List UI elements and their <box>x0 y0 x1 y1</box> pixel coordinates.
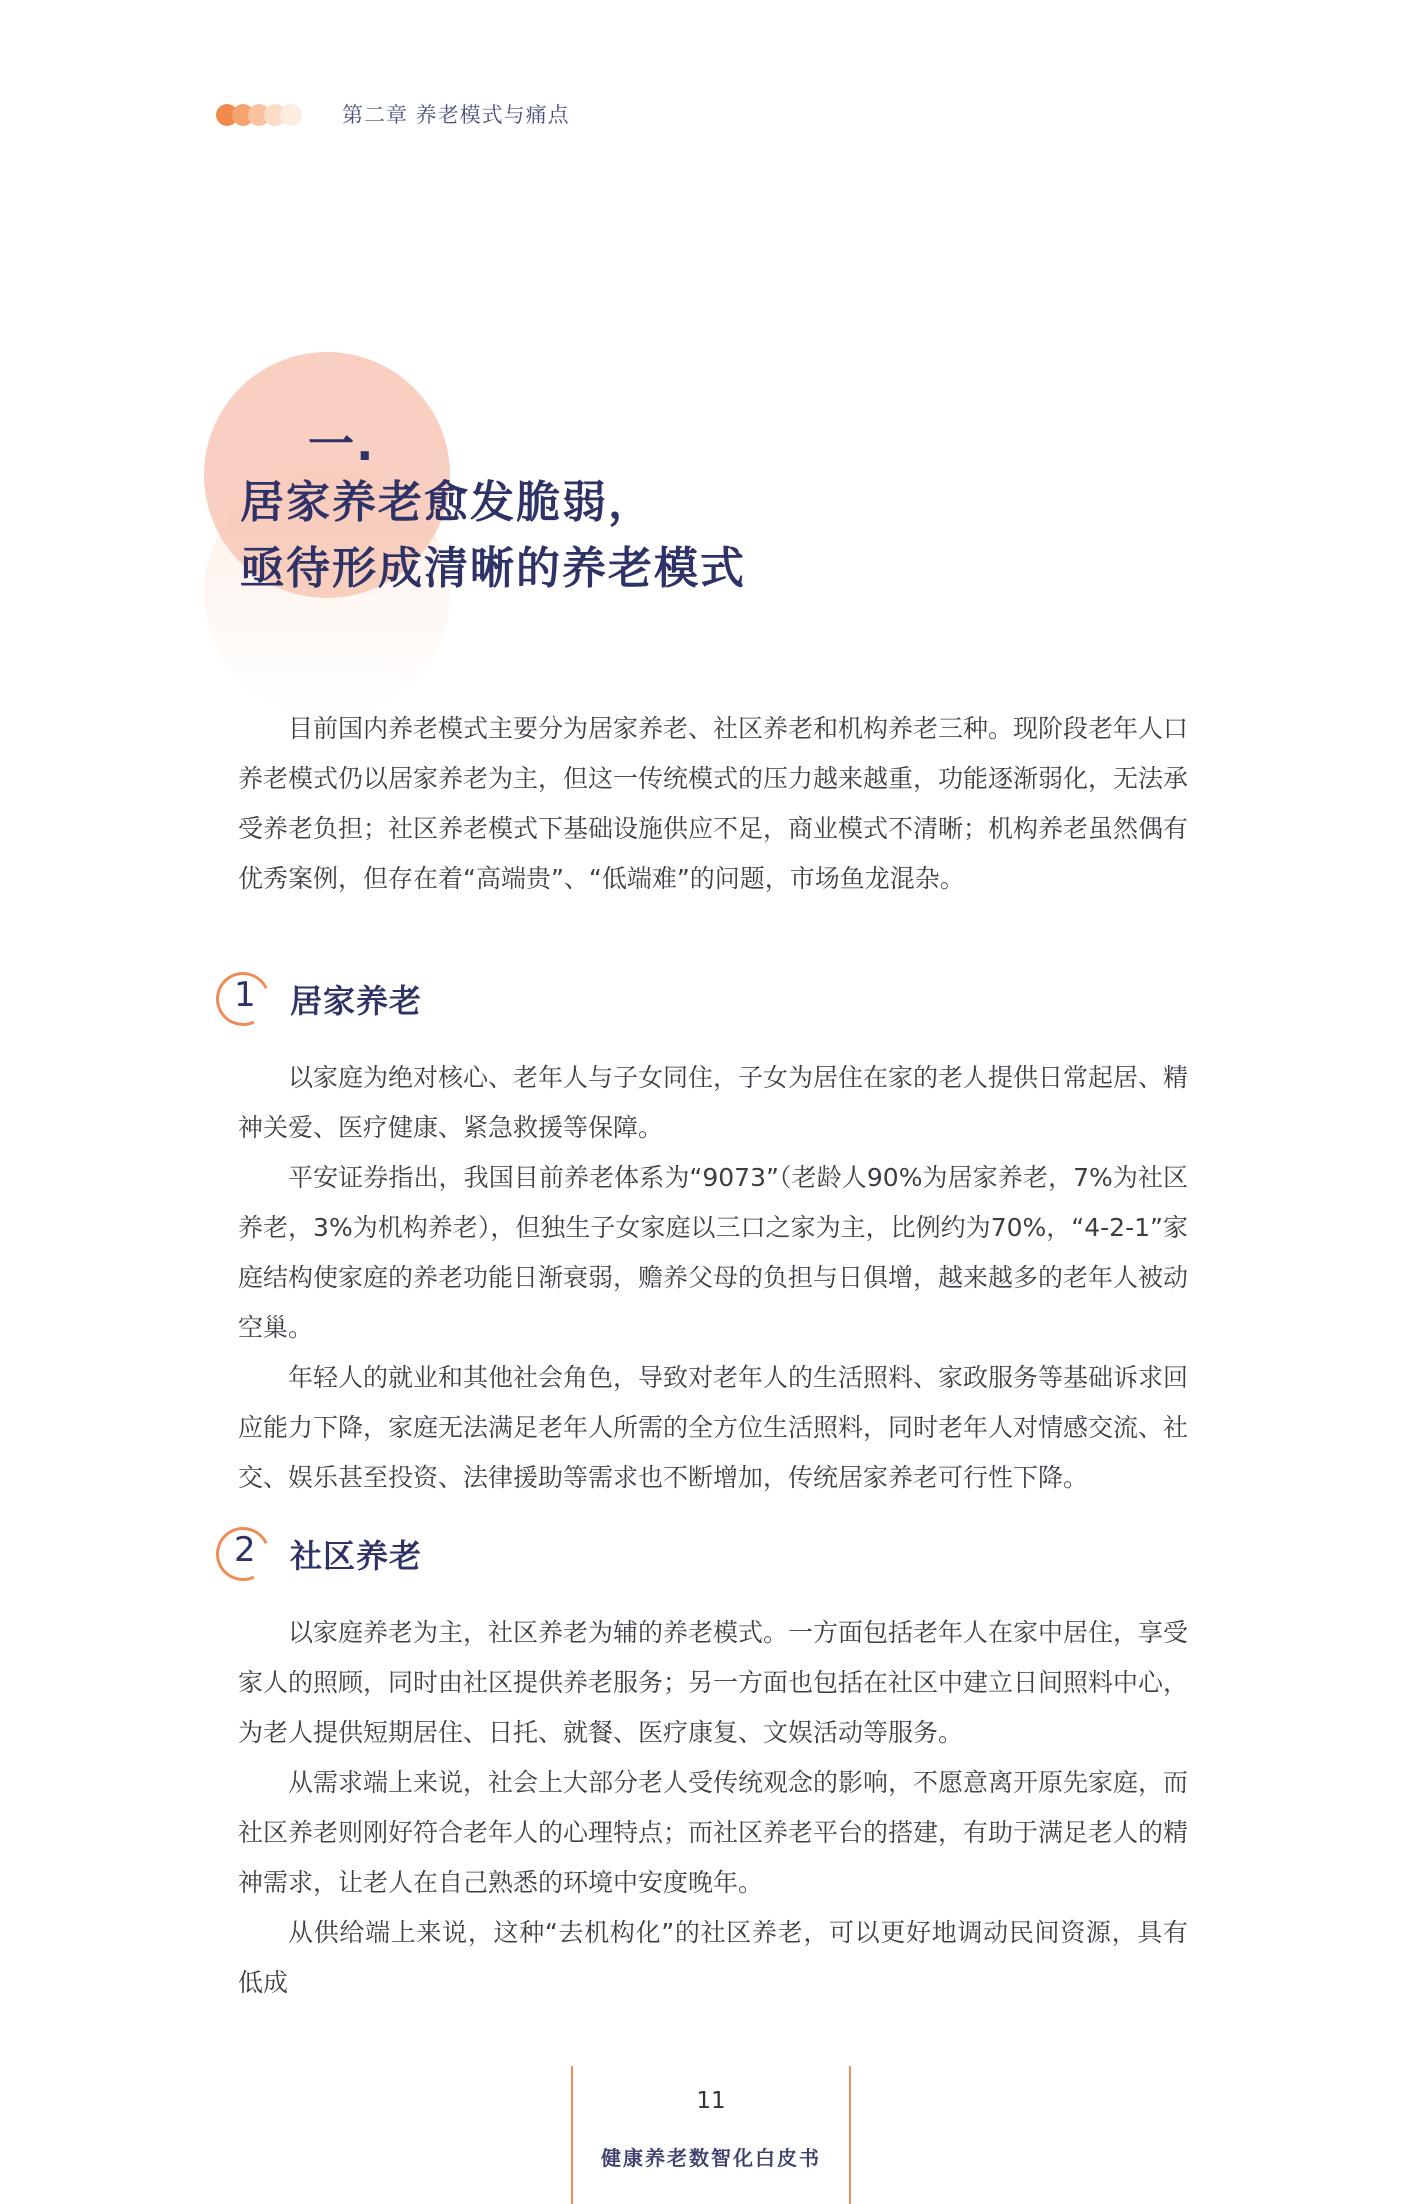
subsection-2-label: 社区养老 <box>290 1537 423 1575</box>
paragraph: 从供给端上来说，这种“去机构化”的社区养老，可以更好地调动民间资源，具有低成 <box>238 1918 1188 1997</box>
section-title-line-1: 居家养老愈发脆弱， <box>240 477 654 528</box>
subsection-1-body <box>238 1053 1188 1503</box>
decorative-dots <box>216 101 298 127</box>
paragraph: 以家庭养老为主，社区养老为辅的养老模式。一方面包括老年人在家中居住，享受家人的照顾，同时由社区提供养老服务；另一方面也包括在社区中建立日间照料中心，为老人提供短期居住、日托、就餐、医疗康复、文娱活动等服务。 <box>238 1618 1189 1747</box>
section-title <box>240 470 746 602</box>
subsection-1-number: 1 <box>234 975 256 1015</box>
subsection-1-label: 居家养老 <box>290 982 423 1020</box>
section-number: 一. <box>308 417 376 471</box>
book-title: 健康养老数智化白皮书 <box>601 2146 821 2170</box>
dot-5 <box>280 104 302 126</box>
chapter-header <box>216 96 570 132</box>
page-footer <box>571 2066 851 2204</box>
chapter-title: 第二章 养老模式与痛点 <box>342 103 570 127</box>
section-title-line-2: 亟待形成清晰的养老模式 <box>240 543 746 594</box>
subsection-2-number: 2 <box>234 1530 256 1570</box>
subsection-1-heading <box>216 969 422 1029</box>
paragraph: 从需求端上来说，社会上大部分老人受传统观念的影响，不愿意离开原先家庭，而社区养老则刚好符合老年人的心理特点；而社区养老平台的搭建，有助于满足老人的精神需求，让老人在自己熟悉的环境中安度晚年。 <box>238 1768 1189 1897</box>
subsection-2-body <box>238 1608 1188 2008</box>
paragraph: 以家庭为绝对核心、老年人与子女同住，子女为居住在家的老人提供日常起居、精神关爱、医疗健康、紧急救援等保障。 <box>238 1063 1189 1142</box>
paragraph: 平安证券指出，我国目前养老体系为“9073”（老龄人90%为居家养老，7%为社区养老，3%为机构养老），但独生子女家庭以三口之家为主，比例约为70%，“4-2-1”家庭结构使家庭的养老功能日渐衰弱，赡养父母的负担与日俱增，越来越多的老年人被动空巢。 <box>238 1163 1189 1342</box>
intro-paragraph <box>238 704 1188 904</box>
intro-text: 目前国内养老模式主要分为居家养老、社区养老和机构养老三种。现阶段老年人口养老模式仍以居家养老为主，但这一传统模式的压力越来越重，功能逐渐弱化，无法承受养老负担；社区养老模式下基础设施供应不足，商业模式不清晰；机构养老虽然偶有优秀案例，但存在着“高端贵”、“低端难”的问题，市场鱼龙混杂。 <box>238 714 1189 893</box>
page-number: 11 <box>696 2088 726 2114</box>
subsection-2-heading <box>216 1524 422 1584</box>
paragraph: 年轻人的就业和其他社会角色，导致对老年人的生活照料、家政服务等基础诉求回应能力下降，家庭无法满足老年人所需的全方位生活照料，同时老年人对情感交流、社交、娱乐甚至投资、法律援助等需求也不断增加，传统居家养老可行性下降。 <box>238 1363 1189 1492</box>
